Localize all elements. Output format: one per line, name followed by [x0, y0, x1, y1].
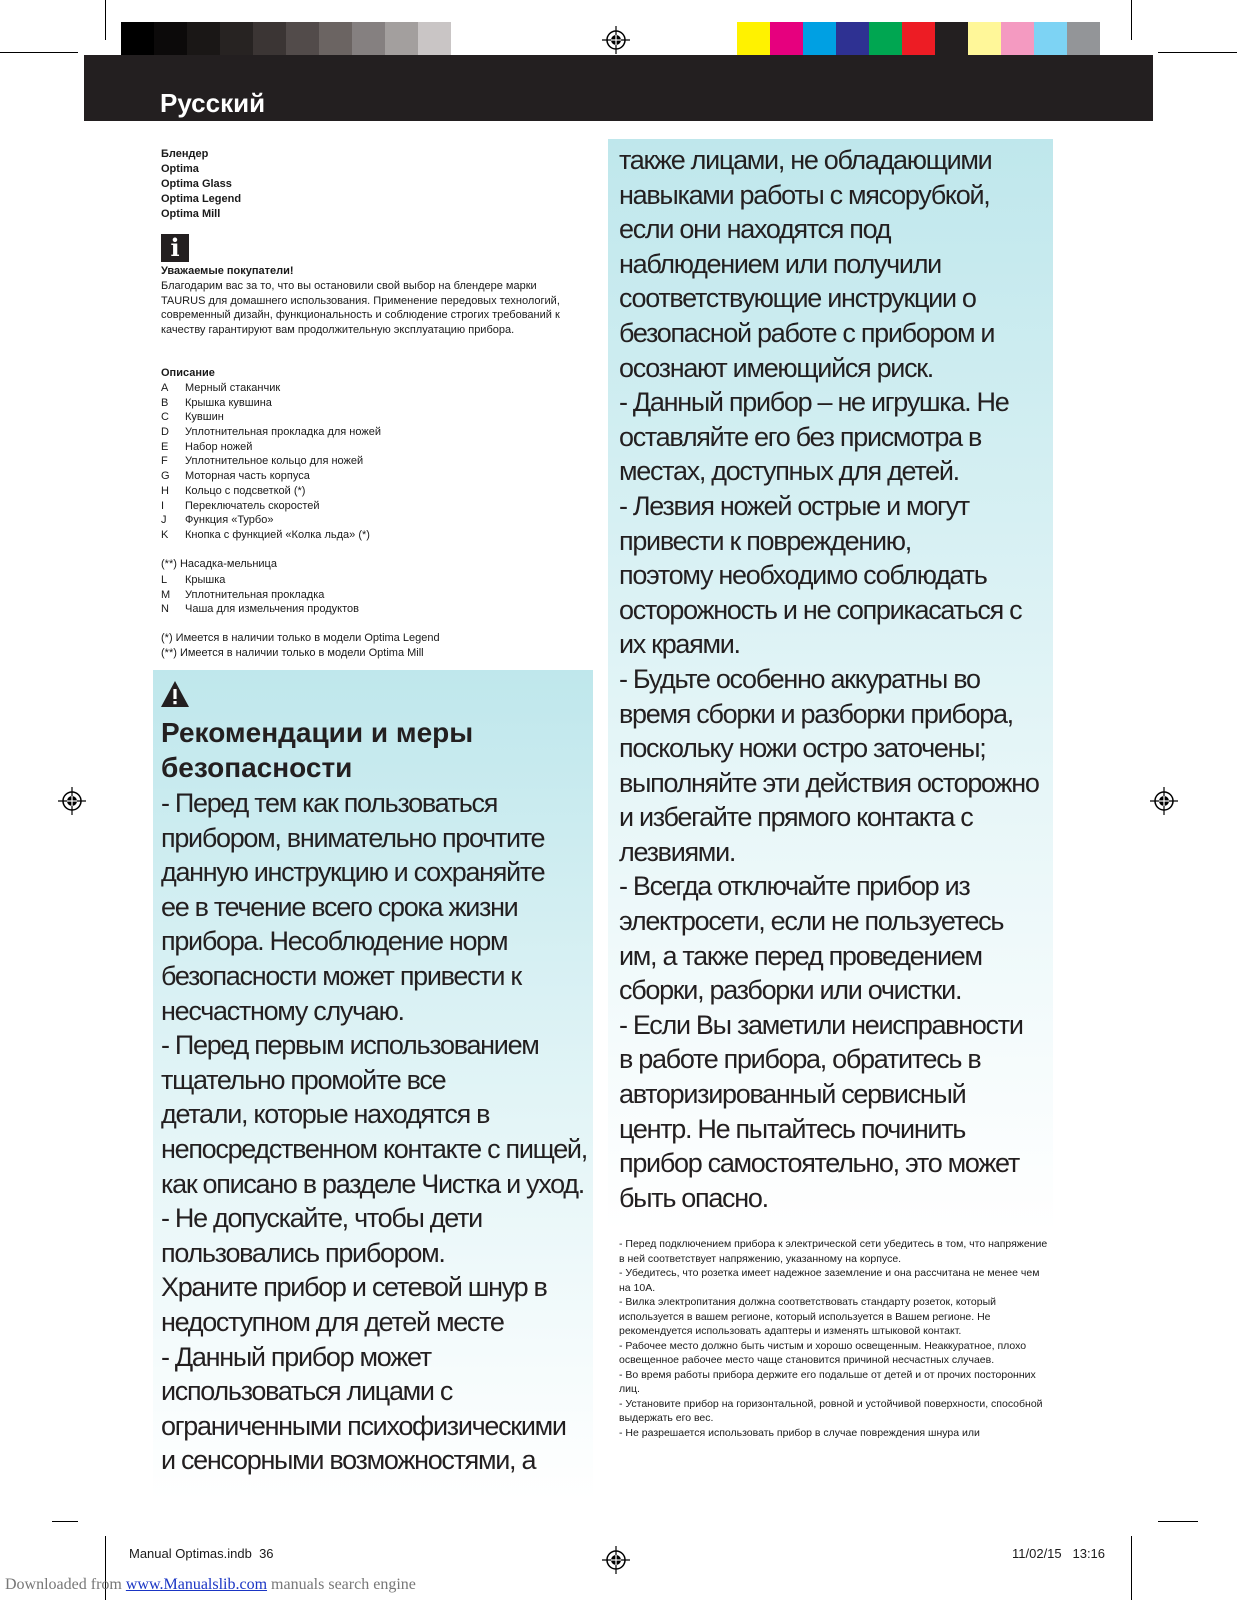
safety-line: - Перед тем как пользоваться: [161, 788, 498, 818]
gray-swatch: [319, 22, 352, 55]
safety-line: ее в течение всего срока жизни: [161, 891, 518, 922]
safety-line: электросети, если не пользуетесь: [619, 906, 1004, 937]
safety-title-line: Рекомендации и меры: [161, 717, 474, 748]
safety-title-line: безопасности: [161, 752, 353, 783]
language-header-band: [84, 55, 1153, 121]
crop-mark: [1131, 1536, 1132, 1600]
safety-small-paragraph: - Рабочее место должно быть чистым и хорошо освещенным. Неаккуратное, плохо освещенное рабочее место чаще становится причиной несчастных случаев.: [619, 1339, 1027, 1366]
info-icon: i: [161, 234, 189, 262]
safety-line: - Данный прибор – не игрушка. Не: [619, 387, 1009, 418]
color-swatch: [869, 22, 902, 55]
safety-line: быть опасно.: [619, 1182, 768, 1213]
part-letter: F: [161, 455, 168, 468]
registration-mark-icon: [58, 787, 86, 815]
part-label: Функция «Турбо»: [185, 514, 274, 527]
safety-small-paragraph: - Не разрешается использовать прибор в случае повреждения шнура или: [619, 1426, 980, 1439]
part-item: [161, 381, 381, 396]
safety-line: сборки, разборки или очистки.: [619, 975, 962, 1006]
safety-line: как описано в разделе Чистка и уход.: [161, 1168, 584, 1199]
part-label: Моторная часть корпуса: [185, 470, 310, 483]
registration-mark-icon: [602, 1546, 630, 1574]
part-label: Уплотнительное кольцо для ножей: [185, 455, 364, 468]
safety-line: оставляйте его без присмотра в: [619, 421, 982, 452]
safety-line: их краями.: [619, 629, 740, 660]
part-label: Кувшин: [185, 411, 224, 424]
part-item: [161, 513, 381, 528]
part-letter: N: [161, 603, 169, 616]
part-item: [161, 528, 381, 543]
footer-time: 13:16: [1072, 1546, 1106, 1561]
safety-line: местах, доступных для детей.: [619, 456, 959, 487]
footer-file-info: [129, 1546, 274, 1561]
greeting-text: Благодарим вас за то, что вы остановили свой выбор на блендере марки TAURUS для домашнего использования. Применение передовых технологий, современный дизайн, функциональность и соблюдение строгих требований к качеству гарантируют вам продолжительную эксплуатацию прибора.: [161, 280, 560, 337]
safety-line: навыками работы с мясорубкой,: [619, 179, 990, 210]
safety-line: лезвиями.: [619, 836, 736, 867]
part-letter: D: [161, 426, 169, 439]
safety-line: - Будьте особенно аккуратны во: [619, 663, 980, 694]
crop-mark: [0, 52, 78, 53]
model-notes: [161, 631, 440, 660]
gray-swatch: [220, 22, 253, 55]
part-letter: M: [161, 588, 171, 601]
model-note: (*) Имеется в наличии только в модели Optima Legend: [161, 632, 440, 644]
safety-text-left: [161, 786, 587, 1478]
crop-mark: [1131, 0, 1132, 40]
gray-swatch: [121, 22, 154, 55]
part-item: [161, 573, 359, 588]
product-model-line: Optima: [161, 163, 199, 175]
color-swatch: [836, 22, 869, 55]
safety-line: и избегайте прямого контакта с: [619, 802, 973, 833]
safety-line: Храните прибор и сетевой шнур в: [161, 1272, 547, 1303]
color-swatch: [1001, 22, 1034, 55]
part-label: Мерный стаканчик: [185, 382, 281, 394]
part-letter: I: [161, 499, 165, 512]
safety-line: - Лезвия ножей острые и могут: [619, 490, 969, 521]
safety-text-right: [619, 143, 1039, 1215]
safety-line: прибора. Несоблюдение норм: [161, 926, 508, 957]
part-label: Уплотнительная прокладка: [185, 588, 325, 601]
part-item: [161, 425, 381, 440]
footer-timestamp: [1012, 1546, 1105, 1561]
product-model-line: Optima Mill: [161, 208, 221, 220]
registration-mark-icon: [602, 26, 630, 54]
safety-line: в работе прибора, обратитесь в: [619, 1044, 981, 1075]
safety-small-paragraph: - Убедитесь, что розетка имеет надежное заземление и она рассчитана не менее чем на 10А.: [619, 1267, 1040, 1294]
manualslib-link[interactable]: www.Manualslib.com: [125, 1576, 268, 1593]
part-item: [161, 469, 381, 484]
download-suffix: manuals search engine: [271, 1576, 416, 1593]
color-swatch: [770, 22, 803, 55]
footer-date: 11/02/15: [1012, 1546, 1062, 1561]
part-label: Набор ножей: [185, 440, 253, 453]
registration-mark-icon: [1150, 787, 1178, 815]
product-model-line: Optima Glass: [161, 178, 232, 190]
crop-mark: [105, 0, 106, 40]
safety-title: [161, 715, 581, 785]
safety-small-paragraph: - Вилка электропитания должна соответствовать стандарту розеток, который используется в вашем регионе, который используется в Вашем регионе. Не рекомендуется использовать адаптеры и изменять штыковой контакт.: [619, 1296, 997, 1337]
color-swatch: [737, 22, 770, 55]
safety-line: данную инструкцию и сохраняйте: [161, 857, 545, 888]
product-model-line: Optima Legend: [161, 193, 242, 205]
part-item: [161, 410, 381, 425]
safety-line: - Если Вы заметили неисправности: [619, 1009, 1023, 1040]
part-letter: H: [161, 484, 169, 497]
part-item: [161, 602, 359, 617]
part-item: [161, 499, 381, 514]
gray-swatch: [187, 22, 220, 55]
gray-swatch: [286, 22, 319, 55]
color-swatch: [803, 22, 836, 55]
crop-mark: [1158, 1521, 1198, 1522]
part-item: [161, 440, 381, 455]
safety-line: несчастному случаю.: [161, 995, 404, 1026]
safety-line: - Данный прибор может: [161, 1341, 431, 1372]
gray-swatch: [253, 22, 286, 55]
color-swatch: [1067, 22, 1100, 55]
safety-line: также лицами, не обладающими: [619, 145, 992, 175]
safety-line: прибор самостоятельно, это может: [619, 1148, 1019, 1179]
part-letter: A: [161, 382, 169, 394]
safety-line: наблюдением или получили: [619, 248, 941, 279]
download-banner: [5, 1576, 416, 1594]
safety-line: осторожность и не соприкасаться с: [619, 594, 1022, 625]
part-item: [161, 484, 381, 499]
greeting-title: Уважаемые покупатели!: [161, 265, 294, 277]
page-title: Русский: [160, 88, 266, 118]
safety-line: - Не допускайте, чтобы дети: [161, 1203, 482, 1234]
part-letter: G: [161, 470, 170, 483]
safety-line: им, а также перед проведением: [619, 940, 982, 971]
safety-line: ограниченными психофизическими: [161, 1410, 566, 1441]
footer-page-number: 36: [259, 1546, 274, 1561]
safety-line: осознают имеющийся риск.: [619, 352, 933, 383]
part-letter: L: [161, 574, 168, 586]
safety-line: использоваться лицами с: [161, 1376, 453, 1407]
safety-line: непосредственном контакте с пищей,: [161, 1133, 587, 1164]
safety-small-paragraph: - Перед подключением прибора к электрической сети убедитесь в том, что напряжение в ней соответствует напряжению, указанному на корпусе.: [619, 1238, 1048, 1265]
safety-line: прибором, внимательно прочтите: [161, 822, 545, 853]
product-models: [161, 147, 241, 222]
part-letter: E: [161, 440, 169, 453]
part-item: [161, 454, 381, 469]
safety-line: привести к повреждению,: [619, 525, 911, 556]
download-prefix: Downloaded from: [5, 1576, 122, 1593]
gray-swatch: [451, 22, 484, 55]
footer-file-name: Manual Optimas.indb: [129, 1546, 252, 1561]
safety-line: безопасной работе с прибором и: [619, 317, 995, 348]
safety-line: детали, которые находятся в: [161, 1099, 490, 1130]
gray-swatch: [154, 22, 187, 55]
safety-line: поэтому необходимо соблюдать: [619, 560, 987, 591]
safety-line: недоступном для детей месте: [161, 1306, 504, 1337]
safety-line: соответствующие инструкции о: [619, 283, 976, 314]
crop-mark: [52, 1521, 78, 1522]
safety-line: и сенсорными возможностями, а: [161, 1445, 536, 1476]
gray-swatch: [418, 22, 451, 55]
part-label: Уплотнительная прокладка для ножей: [185, 426, 381, 439]
color-swatch: [1034, 22, 1067, 55]
part-letter: B: [161, 396, 169, 409]
warning-icon: [160, 680, 190, 708]
part-label: Крышка кувшина: [185, 396, 272, 409]
safety-line: если они находятся под: [619, 214, 891, 245]
color-swatch: [968, 22, 1001, 55]
safety-line: центр. Не пытайтесь починить: [619, 1113, 966, 1144]
part-item: [161, 588, 359, 603]
gray-swatch: [385, 22, 418, 55]
safety-small-text: [619, 1237, 1049, 1440]
safety-line: - Всегда отключайте прибор из: [619, 871, 970, 902]
part-letter: K: [161, 528, 169, 541]
safety-line: выполняйте эти действия осторожно: [619, 767, 1039, 798]
safety-line: - Перед первым использованием: [161, 1030, 539, 1061]
parts-list: [161, 381, 381, 543]
product-model-line: Блендер: [161, 148, 209, 160]
crop-mark: [1158, 52, 1237, 53]
safety-line: пользовались прибором.: [161, 1237, 445, 1268]
color-swatch: [902, 22, 935, 55]
safety-line: безопасности может привести к: [161, 960, 521, 991]
safety-small-paragraph: - Установите прибор на горизонтальной, ровной и устойчивой поверхности, способной выдержать его вес.: [619, 1397, 1043, 1424]
part-label: Переключатель скоростей: [185, 499, 320, 512]
color-swatch: [935, 22, 968, 55]
safety-small-paragraph: - Во время работы прибора держите его подальше от детей и от прочих посторонних лиц.: [619, 1368, 1036, 1395]
safety-line: авторизированный сервисный: [619, 1079, 966, 1110]
safety-line: поскольку ножи остро заточены;: [619, 733, 986, 764]
part-item: [161, 396, 381, 411]
mill-heading: (**) Насадка-мельница: [161, 558, 277, 570]
safety-line: тщательно промойте все: [161, 1064, 446, 1095]
part-label: Чаша для измельчения продуктов: [185, 603, 359, 616]
safety-line: время сборки и разборки прибора,: [619, 698, 1013, 729]
part-letter: J: [161, 514, 167, 527]
mill-parts-list: [161, 573, 359, 617]
part-label: Крышка: [185, 574, 226, 586]
part-letter: C: [161, 411, 169, 424]
description-title: Описание: [161, 367, 215, 379]
process-color-bar: [737, 22, 1100, 55]
part-label: Кольцо с подсветкой (*): [185, 484, 306, 497]
part-label: Кнопка с функцией «Колка льда» (*): [185, 528, 370, 541]
gray-swatch: [352, 22, 385, 55]
grayscale-color-bar: [121, 22, 484, 55]
model-note: (**) Имеется в наличии только в модели Optima Mill: [161, 646, 424, 659]
